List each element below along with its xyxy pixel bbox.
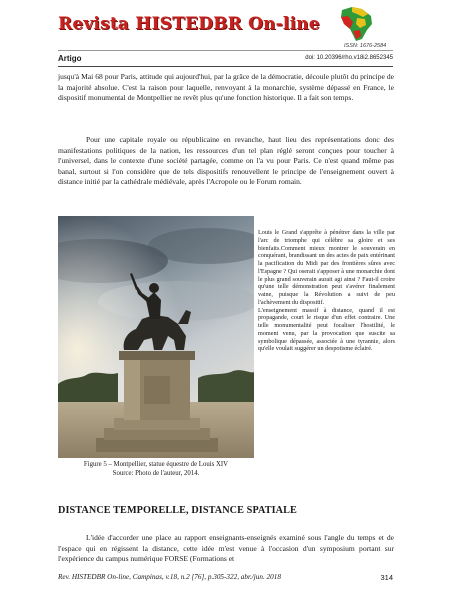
issn-label: ISSN: 1676-2584 xyxy=(344,43,387,49)
body-paragraph: Pour une capitale royale ou républicaine en revanche, haut lieu des représentations donc des manifestations politiques de la nation, les ressources d'un tel plan réglé seront conçues pour toucher à l'universel, dans le contexte d'une société partagée, comme on l'a vu pour Paris. Ce n'est quand même pas banal, surtout si l'on considère que de tels dispositifs renouvellent le principe de l'enseignement ouvert à distance initié par la cathédrale médiévale, après l'Acropole ou le Forum romain. xyxy=(58,135,394,186)
journal-title: Revista HISTEDBR On-line xyxy=(58,14,320,34)
figure-caption-source: Source: Photo de l'auteur, 2014. xyxy=(112,469,200,477)
figure-sidebar-text xyxy=(258,229,395,353)
body-paragraph: jusqu'à Mai 68 pour Paris, attitude qui aujourd'hui, par la grâce de la démocratie, découle plutôt du principe de la majorité absolue. C'est la raison pour laquelle, renvoyant à la monarchie, système dépassé en France, le dispositif monumental de Montpellier ne revêt plus qu'une fonction historique. Il a fait son temps. xyxy=(58,72,394,102)
section-heading: DISTANCE TEMPORELLE, DISTANCE SPATIALE xyxy=(58,505,297,516)
section-label: Artigo xyxy=(58,54,82,63)
doi-label: doi: 10.20396/rho.v18i2.8652345 xyxy=(305,55,393,61)
body-paragraph: L'idée d'accorder une place au rapport enseignants-enseignés examiné sous l'angle du temps et de l'espace qui en régissent la distance, cette idée m'est venue à l'occasion d'un symposium portant sur l'expérience du campus numérique FORSE (Formations et xyxy=(58,533,394,563)
figure-caption xyxy=(58,461,254,478)
sidebar-paragraph: Louis le Grand s'apprête à pénétrer dans la ville par l'arc de triomphe qui célèbre sa gloire et ses bienfaits.Comment mieux montrer le souverain en conquérant, brandissant un des actes de paix entérinant la pacification du Midi par des frontières sûres avec l'Espagne ? Qui oserait s'apposer à une monarchie dont le plus grand souverain aurait agi ainsi ? Faut-il croire qu'une telle démonstration peut s'avérer finalement vaine, puisque la Révolution a suivi de peu l'achèvement du dispositif. xyxy=(258,229,395,306)
journal-logo-icon xyxy=(338,4,376,44)
figure-caption-title: Figure 5 – Montpellier, statue équestre de Louis XIV xyxy=(83,461,229,468)
page-number: 314 xyxy=(380,573,393,582)
header-divider xyxy=(58,50,393,51)
section-divider xyxy=(58,66,393,67)
statue-photo xyxy=(58,216,254,458)
sidebar-paragraph: L'enseignement massif à distance, quand il est propagande, court le risque d'un effet contraire. Une telle monumentalité peut focaliser l'hostilité, le moment venu, par la provocation que suscite sa symbolique dépassée, associée à une tyrannie, alors qu'elle voulait suggérer un despotisme éclairé. xyxy=(258,306,395,353)
footer-citation: Rev. HISTEDBR On-line, Campinas, v.18, n.2 [76], p.305-322, abr./jun. 2018 xyxy=(58,573,281,581)
